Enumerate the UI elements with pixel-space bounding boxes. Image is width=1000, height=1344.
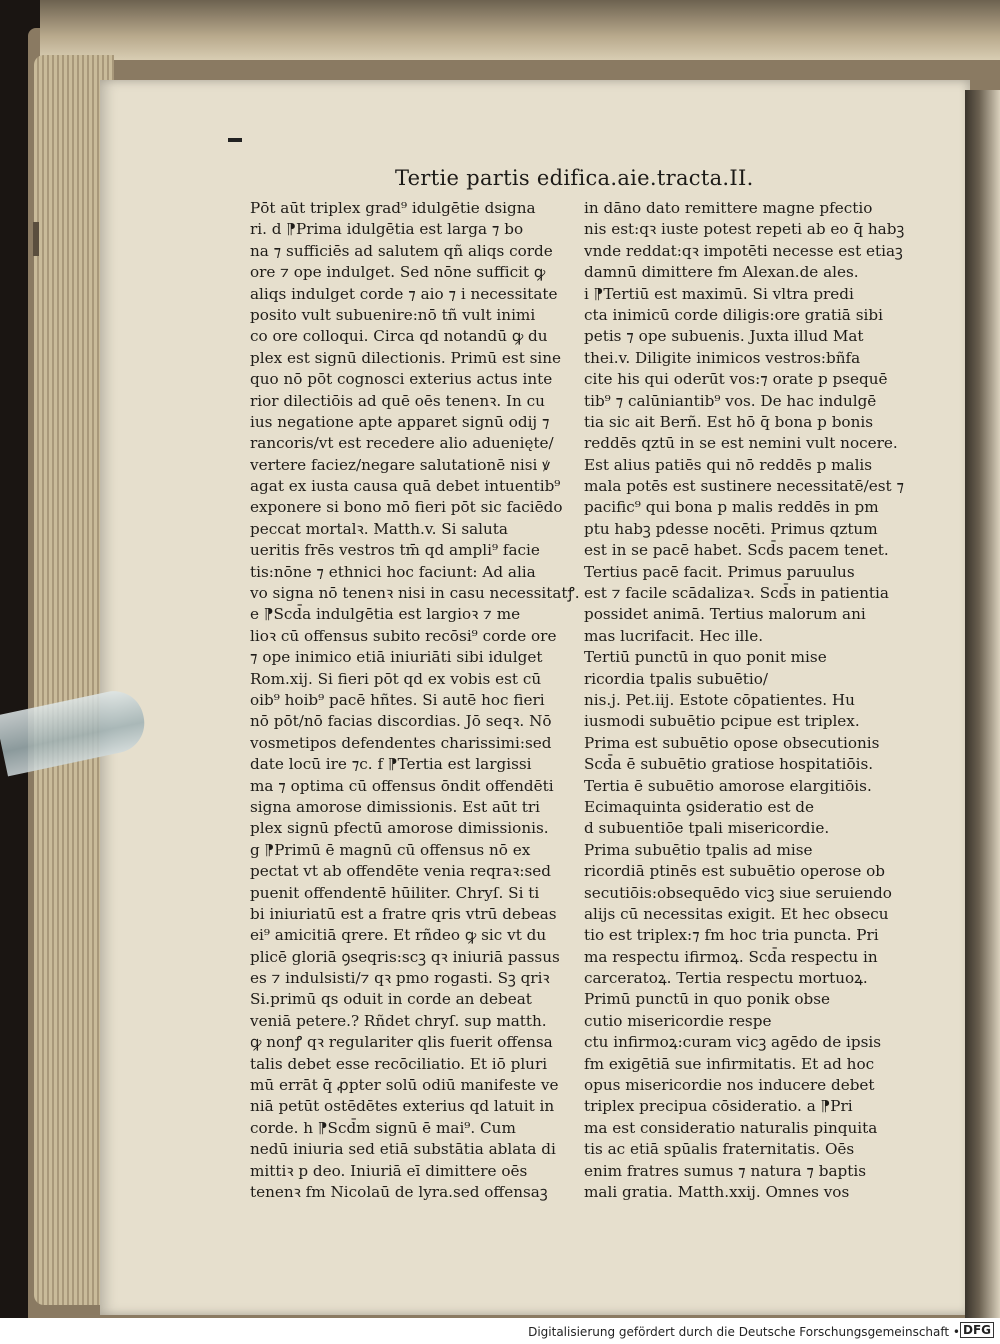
book-top-edge xyxy=(40,0,1000,60)
text-line: niā petūt ostēdētes exterius qd latuit in xyxy=(250,1097,555,1116)
text-line: est ⁊ facile scādalizaꝛ. Scd̄s in patientia xyxy=(584,584,889,603)
text-line: bi iniuriatū est a fratre qris vtrū debeas xyxy=(250,904,557,923)
margin-mark xyxy=(228,138,242,142)
text-line: talis debet esse recōciliatio. Et iō pluri xyxy=(250,1054,548,1073)
text-line: na ⁊ sufficiēs ad salutem qñ aliqs corde xyxy=(250,241,553,260)
text-line: ricordiā ptinēs est subuētio operose ob xyxy=(584,862,886,881)
text-line: ius negatione apte apparet signū odij ⁊ xyxy=(250,412,550,431)
text-line: rior dilectiōis ad quē oēs tenenꝛ. In cu xyxy=(250,391,545,410)
text-line: nō pōt/nō facias discordias. Jō seqꝛ. Nō xyxy=(250,712,552,731)
text-line: ma est consideratio naturalis pinquita xyxy=(584,1118,878,1137)
text-line: ma ⁊ optima cū offensus ōndit offendēti xyxy=(250,776,554,795)
text-line: damnū dimittere fm Alexan.de ales. xyxy=(584,263,859,282)
text-line: puenit offendentē hūiliter. Chryſ. Si ti xyxy=(250,883,540,902)
text-line: petis ⁊ ope subuenis. Juxta illud Mat xyxy=(584,327,864,346)
text-line: Tertius pacē facit. Primus paruulus xyxy=(584,562,855,581)
text-line: Primū punctū in quo ponik obse xyxy=(584,990,830,1009)
text-line: ri. d ⁋Prima idulgētia est larga ⁊ bo xyxy=(250,220,524,239)
text-line: lioꝛ cū offensus subito recōsi⁹ corde ore xyxy=(250,626,557,645)
text-line: g ⁋Primū ē magnū cū offensus nō ex xyxy=(250,840,531,859)
text-line: in dāno dato remittere magne pfectio xyxy=(584,199,873,217)
left-text-column xyxy=(250,198,580,1203)
text-line: mittiꝛ p deo. Iniuriā eī dimittere oēs xyxy=(250,1161,528,1180)
running-head: Tertie partis edifica.aie.tracta.II. xyxy=(395,166,754,190)
text-line: ma respectu ifirmoꝝ. Scd̄a respectu in xyxy=(584,947,878,966)
text-line: tia sic ait Berñ. Est hō q̄ bona p bonis xyxy=(584,412,874,431)
text-line: ꝙ nonꝭ qꝛ regulariter qlis fuerit offensa xyxy=(250,1033,553,1052)
text-line: d subuentiōe tpali misericordie. xyxy=(584,819,830,838)
text-line: i ⁋Tertiū est maximū. Si vltra predi xyxy=(584,284,854,303)
text-line: es ⁊ indulsisti/⁊ qꝛ pmo rogasti. Sꝫ qriꝛ xyxy=(250,969,550,988)
text-line: Prima subuētio tpalis ad mise xyxy=(584,840,813,859)
text-line: ctu infirmoꝝ:curam vicꝫ agēdo de ipsis xyxy=(584,1033,882,1052)
text-line: rancoris/vt est recedere alio aduenięte/ xyxy=(250,434,554,453)
text-line: ei⁹ amicitiā qrere. Et rñdeo ꝙ sic vt du xyxy=(250,926,547,945)
text-line: vertere faciez/negare salutationē nisi ꝟ xyxy=(250,455,550,474)
text-line: e ⁋Scd̄a indulgētia est largioꝛ ⁊ me xyxy=(250,605,521,624)
text-line: triplex precipua cōsideratio. a ⁋Pri xyxy=(584,1097,853,1116)
text-line: ⁊ ope inimico etiā iniuriāti sibi idulget xyxy=(250,648,543,667)
text-line: nis.j. Pet.iij. Estote cōpatientes. Hu xyxy=(584,690,855,709)
text-line: enim fratres sumus ⁊ natura ⁊ baptis xyxy=(584,1161,867,1180)
text-line: Prima est subuētio opose obsecutionis xyxy=(584,733,880,752)
text-line: opus misericordie nos inducere debet xyxy=(584,1076,875,1095)
text-line: cutio misericordie respe xyxy=(584,1011,772,1030)
text-line: quo nō pōt cognosci exterius actus inte xyxy=(250,370,553,389)
text-line: aliqs indulget corde ⁊ aio ⁊ i necessitate xyxy=(250,284,558,303)
text-line: fm exigētiā sue infirmitatis. Et ad hoc xyxy=(584,1054,875,1073)
text-line: reddēs qztū in se est nemini vult nocere. xyxy=(584,434,898,453)
text-line: ptu habꝫ pdesse nocēti. Primus qztum xyxy=(584,519,878,538)
text-line: iusmodi subuētio pcipue est triplex. xyxy=(584,712,860,731)
text-line: Si.primū qs oduit in corde an debeat xyxy=(250,990,532,1009)
text-line: oib⁹ hoib⁹ pacē hñtes. Si autē hoc fieri xyxy=(250,690,545,709)
text-line: signa amorose dimissionis. Est aūt tri xyxy=(250,797,540,816)
text-line: pacific⁹ qui bona p malis reddēs in pm xyxy=(584,498,879,517)
text-line: agat ex iusta causa quā debet intuentib⁹ xyxy=(250,477,561,496)
text-line: ueritis frēs vestros tm̄ qd ampli⁹ facie xyxy=(250,541,540,560)
text-line: pectat vt ab offendēte venia reqraꝛ:sed xyxy=(250,862,551,881)
text-line: plex signū pfectū amorose dimissionis. xyxy=(250,819,549,838)
text-line: plex est signū dilectionis. Primū est sine xyxy=(250,348,562,367)
text-line: mali gratia. Matth.xxij. Omnes vos xyxy=(584,1182,850,1201)
text-line: carceratoꝝ. Tertia respectu mortuoꝝ. xyxy=(584,969,868,988)
text-line: cta inimicū corde diligis:ore gratiā sibi xyxy=(584,305,883,324)
footer-credit: Digitalisierung gefördert durch die Deutsche Forschungsgemeinschaft • xyxy=(528,1325,960,1339)
text-line: vnde reddat:qꝛ impotēti necesse est etiaꝫ xyxy=(584,241,903,260)
text-line: tis ac etiā spūalis fraternitatis. Oēs xyxy=(584,1140,855,1159)
text-line: nedū iniuria sed etiā substātia ablata di xyxy=(250,1140,556,1159)
right-text-column xyxy=(584,198,914,1203)
text-line: Pōt aūt triplex grad⁹ idulgētie dsigna xyxy=(250,199,536,217)
text-line: co ore colloqui. Circa qd notandū ꝙ du xyxy=(250,327,548,346)
text-line: tis:nōne ⁊ ethnici hoc faciunt: Ad alia xyxy=(250,562,536,581)
text-line: ore ⁊ ope indulget. Sed nōne sufficit ꝙ xyxy=(250,263,546,282)
text-line: tenenꝛ fm Nicolaū de lyra.sed offensaꝫ xyxy=(250,1182,548,1201)
right-page-edge xyxy=(965,90,1000,1325)
text-line: cite his qui oderūt vos:⁊ orate p psequē xyxy=(584,370,888,389)
text-line: possidet animā. Tertius malorum ani xyxy=(584,605,866,624)
text-line: Rom.xij. Si fieri pōt qd ex vobis est cū xyxy=(250,669,542,688)
footer-bar xyxy=(0,1318,1000,1344)
text-line: ricordia tpalis subuētio/ xyxy=(584,669,768,688)
text-line: peccat mortalꝛ. Matth.v. Si saluta xyxy=(250,519,508,538)
text-line: posito vult subuenire:nō tñ vult inimi xyxy=(250,305,536,324)
text-line: Est alius patiēs qui nō reddēs p malis xyxy=(584,455,873,474)
text-line: Scd̄a ē subuētio gratiose hospitatiōis. xyxy=(584,755,874,774)
text-line: secutiōis:obsequēdo vicꝫ siue seruiendo xyxy=(584,883,892,902)
text-line: exponere si bono mō fieri pōt sic faciēdo xyxy=(250,498,563,517)
text-line: alijs cū necessitas exigit. Et hec obsecu xyxy=(584,904,889,923)
tab-marker xyxy=(33,222,39,256)
text-line: thei.v. Diligite inimicos vestros:bñfa xyxy=(584,348,861,367)
text-line: Ecimaquinta ꝯsideratio est de xyxy=(584,797,814,816)
dfg-logo: DFG xyxy=(960,1322,994,1338)
text-line: Tertia ē subuētio amorose elargitiōis. xyxy=(584,776,872,795)
text-line: mas lucrifacit. Hec ille. xyxy=(584,626,764,645)
text-line: vo signa nō tenenꝛ nisi in casu necessitatꝭ. xyxy=(250,584,580,603)
text-line: nis est:qꝛ iuste potest repeti ab eo q̄ habꝫ xyxy=(584,220,905,239)
text-line: plicē gloriā ꝯseqris:scꝫ qꝛ iniuriā passus xyxy=(250,947,560,966)
text-line: corde. h ⁋Scd̄m signū ē mai⁹. Cum xyxy=(250,1118,516,1137)
text-line: veniā petere.? Rñdet chryſ. sup matth. xyxy=(250,1011,547,1030)
text-line: tio est triplex:⁊ fm hoc tria puncta. Pri xyxy=(584,926,879,945)
text-line: date locū ire ⁊c. f ⁋Tertia est largissi xyxy=(250,755,532,774)
text-line: mū errāt q̄ ꝓpter solū odiū manifeste ve xyxy=(250,1076,559,1095)
text-line: est in se pacē habet. Scd̄s pacem tenet. xyxy=(584,541,889,560)
text-line: mala potēs est sustinere necessitatē/est ⁊ xyxy=(584,477,904,496)
text-line: vosmetipos defendentes charissimi:sed xyxy=(250,733,552,752)
text-line: tib⁹ ⁊ calūniantib⁹ vos. De hac indulgē xyxy=(584,391,877,410)
text-line: Tertiū punctū in quo ponit mise xyxy=(584,648,827,667)
